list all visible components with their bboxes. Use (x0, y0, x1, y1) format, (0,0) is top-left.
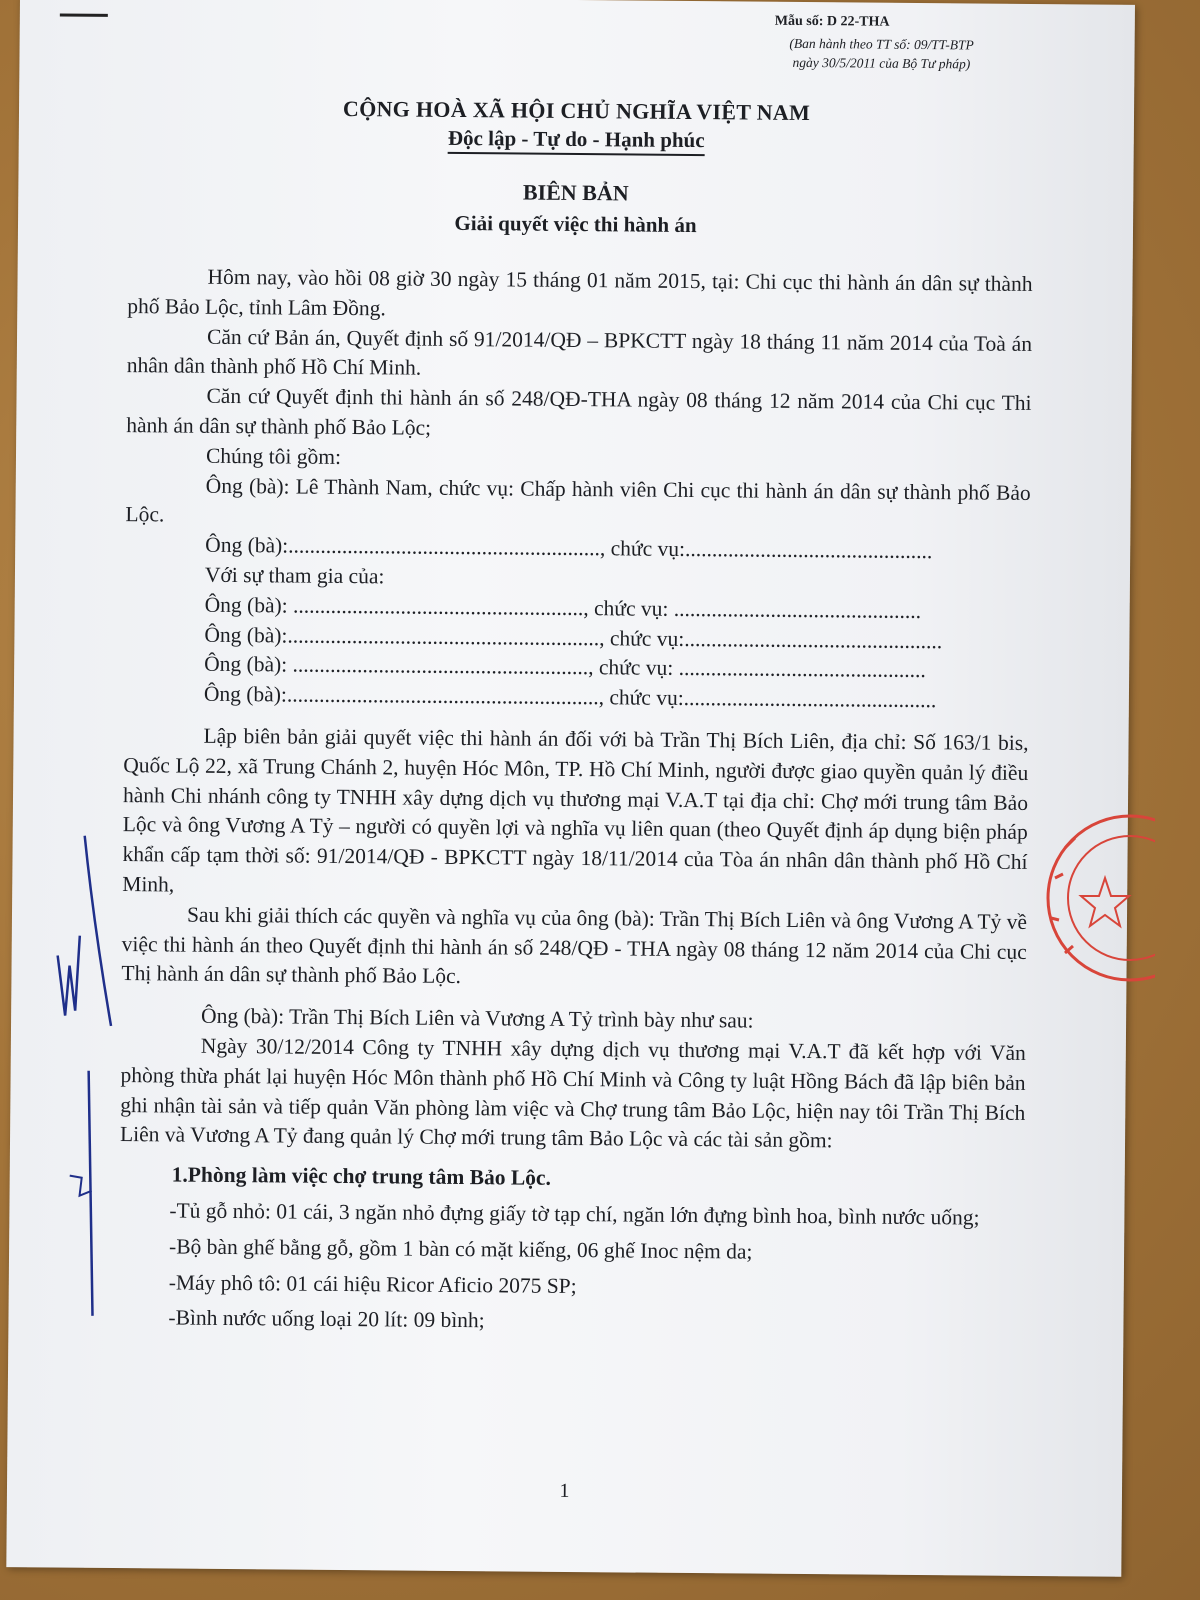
list-item: -Máy phô tô: 01 cái hiệu Ricor Aficio 2075 SP; (168, 1269, 577, 1298)
paragraph-participants-intro: Với sự tham gia của: (204, 562, 385, 589)
country-name: CỘNG HOÀ XÃ HỘI CHỦ NGHĨA VIỆT NAM (342, 95, 811, 126)
motto-text: Độc lập - Tự do - Hạnh phúc (448, 126, 705, 156)
paragraph-time-place: Hôm nay, vào hồi 08 giờ 30 ngày 15 tháng 01 năm 2015, tại: Chi cục thi hành án dân sự thành phố Bảo Lộc, tỉnh Lâm Đồng. (127, 264, 1033, 321)
form-note (731, 33, 1031, 74)
margin-dash-mark (60, 13, 108, 16)
paragraph-member-blank: Ông (bà):.........................................................., chức vụ:.............................................. (205, 532, 933, 564)
paragraph-participant-blank-1: Ông (bà): ......................................................, chức vụ: .............................................. (204, 592, 922, 623)
paragraph-members-intro: Chúng tôi gồm: (205, 443, 342, 469)
document-subtitle: Giải quyết việc thi hành án (454, 210, 697, 238)
form-note-line2: ngày 30/5/2011 của Bộ Tư pháp) (792, 54, 971, 72)
form-code: Mẫu số: D 22-THA (774, 13, 890, 30)
paragraph-basis-decision: Căn cứ Quyết định thi hành án số 248/QĐ-THA ngày 08 tháng 12 năm 2014 của Chi cục Thi hành án dân sự thành phố Bảo Lộc; (126, 383, 1032, 440)
margin-signature-1 (45, 815, 127, 1036)
margin-signature-2 (58, 1066, 120, 1327)
official-seal-stamp (1025, 808, 1155, 988)
document-page (6, 0, 1135, 1577)
paragraph-participant-blank-3: Ông (bà): ......................................................., chức vụ: .............................................. (204, 652, 926, 683)
paragraph-statement: Ngày 30/12/2014 Công ty TNHH xây dựng dịch vụ thương mại V.A.T đã kết hợp với Văn phòng thừa phát lại huyện Hóc Môn thành phố Hồ Chí Minh và Công ty luật Hồng Bách đã lập biên bản ghi nhận tài sản và tiếp quản Văn phòng làm việc và Chợ trung tâm Bảo Lộc, hiện nay tôi Trần Thị Bích Liên và Vương A Tỷ đang quản lý Chợ mới trung tâm Bảo Lộc và các tài sản gồm: (119, 1033, 1026, 1153)
document-body (118, 262, 1032, 1341)
paragraph-explanation: Sau khi giải thích các quyền và nghĩa vụ của ông (bà): Trần Thị Bích Liên và ông Vương A Tỷ về việc thi hành án theo Quyết định thi hành án số 248/QĐ - THA ngày 08 tháng 12 năm 2014 của Chi cục Thị hành án dân sự thành phố Bảo Lộc. (121, 902, 1028, 989)
paragraph-subject: Lập biên bản giải quyết việc thi hành án đối với bà Trần Thị Bích Liên, địa chỉ: Số 163/1 bis, Quốc Lộ 22, xã Trung Chánh 2, huyện Hóc Môn, TP. Hồ Chí Minh, người được giao quyền quản lý điều hành Chi nhánh công ty TNHH xây dựng dịch vụ thương mại V.A.T tại địa chỉ: Chợ mới trung tâm Bảo Lộc và ông Vương A Tỷ – người có quyền lợi và nghĩa vụ liên quan (theo Quyết định áp dụng biện pháp khẩn cấp tạm thời số: 91/2014/QĐ - BPKCTT ngày 18/11/2014 của Tòa án nhân dân thành phố Hồ Chí Minh, (122, 723, 1029, 897)
form-note-line1: (Ban hành theo TT số: 09/TT-BTP (789, 35, 974, 53)
page-number: 1 (559, 1479, 570, 1502)
paragraph-member-officer: Ông (bà): Lê Thành Nam, chức vụ: Chấp hành viên Chi cục thi hành án dân sự thành phố Bảo Lộc. (125, 473, 1031, 527)
list-item: -Bình nước uống loại 20 lít: 09 bình; (168, 1305, 485, 1333)
list-item: -Tủ gỗ nhỏ: 01 cái, 3 ngăn nhỏ đựng giấy tờ tạp chí, ngăn lớn đựng bình hoa, bình nước uống; (169, 1198, 980, 1230)
paragraph-basis-judgment: Căn cứ Bản án, Quyết định số 91/2014/QĐ – BPKCTT ngày 18 tháng 11 năm 2014 của Toà án nhân dân thành phố Hồ Chí Minh. (126, 324, 1033, 381)
paragraph-participant-blank-2: Ông (bà):.........................................................., chức vụ:................................................ (204, 622, 943, 653)
paragraph-statement-intro: Ông (bà): Trần Thị Bích Liên và Vương A Tỷ trình bày như sau: (201, 1003, 754, 1033)
document-title: BIÊN BẢN (522, 179, 629, 206)
list-item: -Bộ bàn ghế bằng gỗ, gồm 1 bàn có mặt kiếng, 06 ghế Inoc nệm da; (169, 1234, 753, 1264)
section-heading-office: 1.Phòng làm việc chợ trung tâm Bảo Lộc. (171, 1162, 552, 1190)
paragraph-participant-blank-4: Ông (bà):.........................................................., chức vụ:............................................... (203, 681, 937, 713)
